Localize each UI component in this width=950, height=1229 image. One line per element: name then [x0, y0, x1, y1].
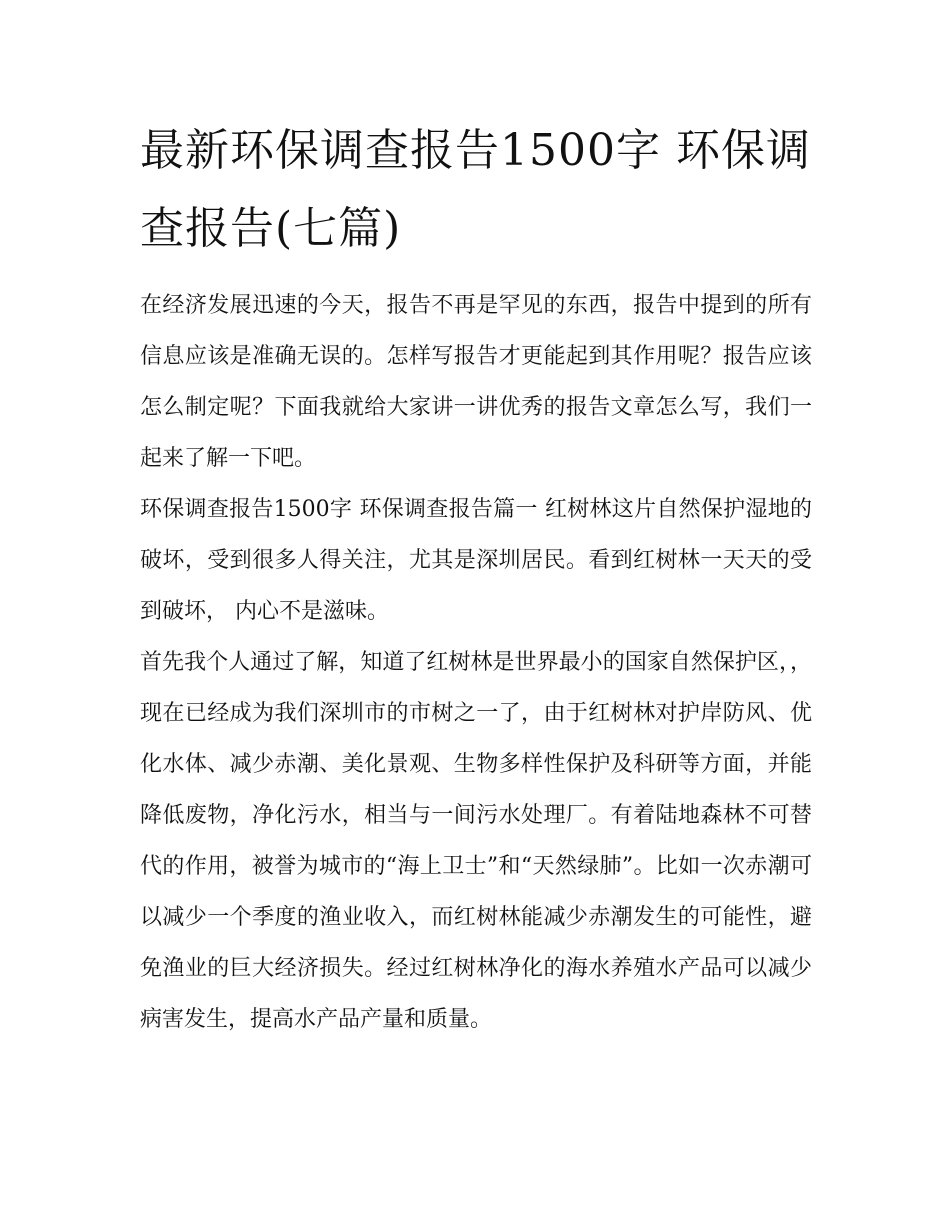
document-title: 最新环保调查报告1500字 环保调查报告(七篇): [140, 125, 811, 254]
paragraph-mangrove-value: 首先我个人通过了解，知道了红树林是世界最小的国家自然保护区，，现在已经成为我们深圳市的市树之一了，由于红树林对护岸防风、优化水体、减少赤潮、美化景观、生物多样性保护及科研等方面，并能降低废物，净化污水，相当与一间污水处理厂。有着陆地森林不可替代的作用，被誉为城市的“海上卫士”和“天然绿肺”。比如一次赤潮可以减少一个季度的渔业收入，而红树林能减少赤潮发生的可能性，避免渔业的巨大经济损失。经过红树林净化的海水养殖水产品可以减少病害发生，提高水产品产量和质量。: [140, 650, 812, 1032]
document-page: [140, 112, 812, 1045]
paragraph-intro: 在经济发展迅速的今天，报告不再是罕见的东西，报告中提到的所有信息应该是准确无误的。怎样写报告才更能起到其作用呢？报告应该怎么制定呢？下面我就给大家讲一讲优秀的报告文章怎么写，我们一起来了解一下吧。: [140, 293, 812, 471]
paragraph-report-one: 环保调查报告1500字 环保调查报告篇一 红树林这片自然保护湿地的破坏，受到很多人得关注，尤其是深圳居民。看到红树林一天天的受到破坏， 内心不是滋味。: [140, 497, 812, 624]
